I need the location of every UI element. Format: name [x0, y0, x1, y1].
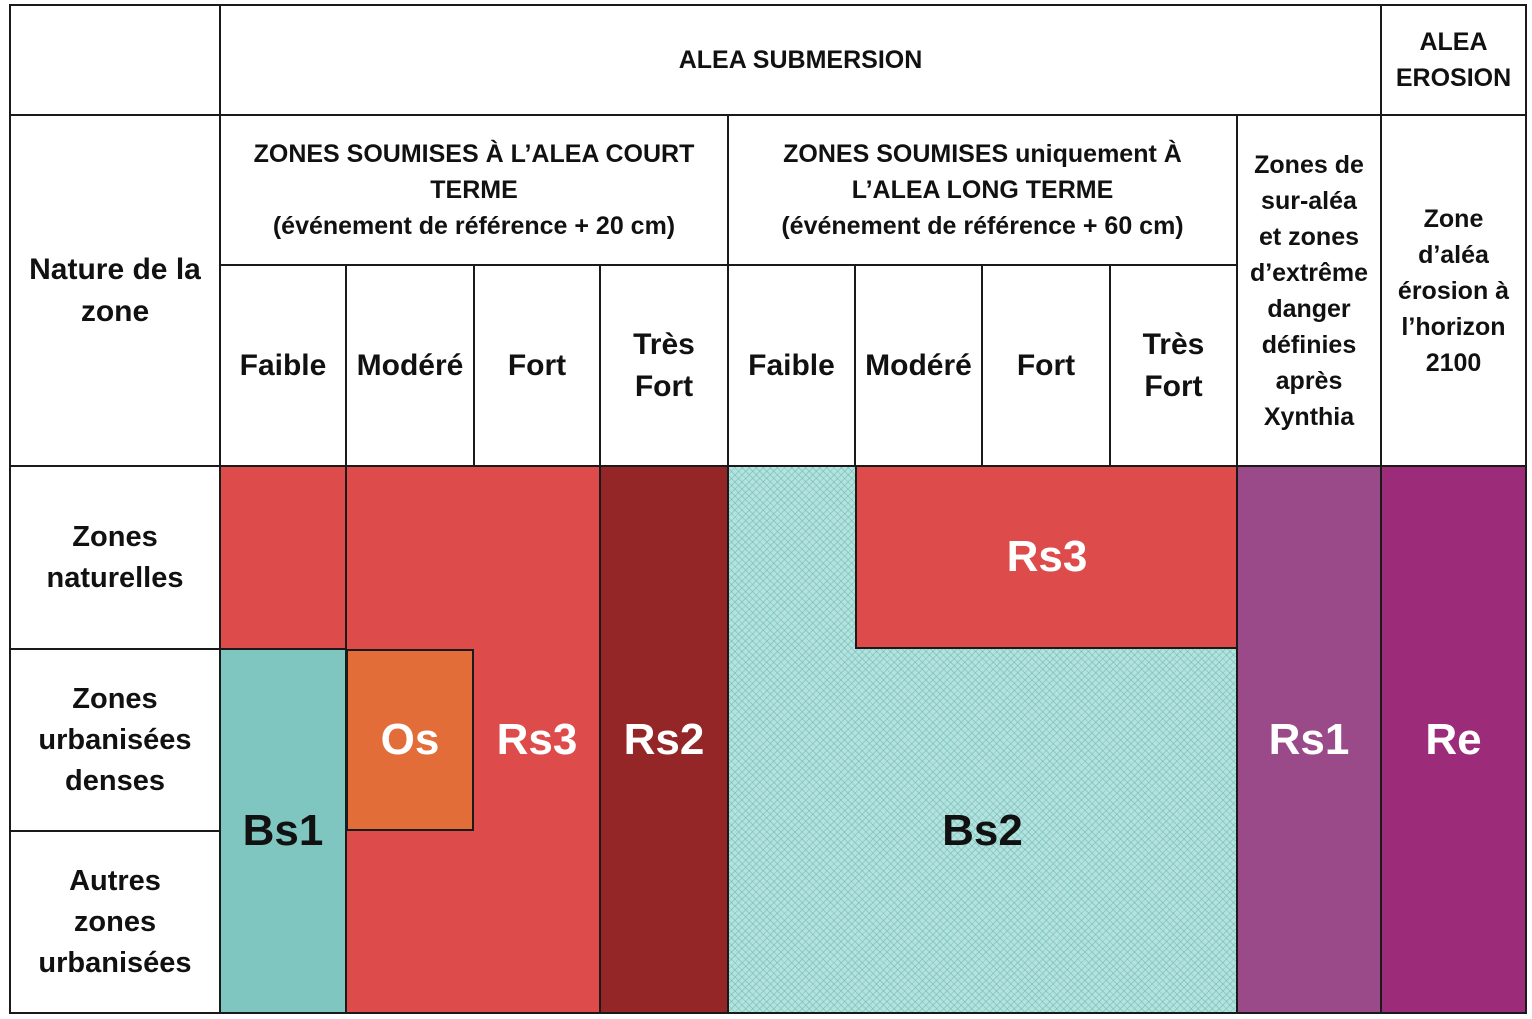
header-long-terme-text: ZONES SOUMISES uniquement À L’ALEA LONG TERME (événement de référence + 60 cm)	[781, 140, 1184, 240]
header-court-terme	[220, 115, 728, 265]
row-zones-naturelles	[10, 466, 220, 649]
col-long-modere	[855, 265, 982, 466]
col-court-faible	[220, 265, 346, 466]
zone-rs1	[1237, 466, 1381, 1013]
col-court-fort	[474, 265, 600, 466]
header-long-terme	[728, 115, 1237, 265]
col-long-fort	[982, 265, 1110, 466]
header-nature-zone-text: Nature de la zone	[29, 252, 201, 328]
zone-bs1	[220, 649, 346, 1013]
col-long-tres-fort	[1110, 265, 1237, 466]
col-long-faible	[728, 265, 855, 466]
col-long-fort-text: Fort	[1016, 348, 1076, 382]
row-autres-zones-urbanisees-text: Autres zones urbanisées	[38, 864, 192, 979]
header-sur-alea	[1237, 115, 1381, 466]
zone-os	[346, 649, 474, 831]
col-long-tres-fort-text: Très Fort	[1142, 327, 1205, 403]
zone-rs3-court-label-box	[474, 649, 600, 831]
header-nature-zone	[10, 115, 220, 466]
zone-rs2	[600, 466, 728, 1013]
col-court-modere	[346, 265, 474, 466]
zone-os-label: Os	[380, 715, 440, 764]
zone-bs2-label: Bs2	[942, 805, 1023, 855]
zone-rs3-long-label: Rs3	[1006, 531, 1088, 581]
zone-bs1-label: Bs1	[242, 806, 324, 855]
col-long-modere-text: Modéré	[865, 348, 972, 382]
zone-re-label: Re	[1425, 714, 1482, 764]
zone-rs3-court-label: Rs3	[496, 715, 578, 764]
header-alea-erosion	[1381, 5, 1526, 115]
row-zones-urbanisees-denses	[10, 649, 220, 831]
zone-re	[1381, 466, 1526, 1013]
header-sur-alea-text: Zones de sur-aléa et zones d’extrême danger définies après Xynthia	[1249, 150, 1369, 431]
header-erosion-zone	[1381, 115, 1526, 466]
col-court-faible-text: Faible	[239, 348, 327, 382]
zone-rs2-label: Rs2	[623, 714, 705, 764]
header-court-terme-text: ZONES SOUMISES À L’ALEA COURT TERME (événement de référence + 20 cm)	[253, 140, 695, 240]
col-court-tres-fort-text: Très Fort	[633, 327, 695, 403]
zone-rs1-label: Rs1	[1268, 714, 1350, 764]
header-erosion-zone-text: Zone d’aléa érosion à l’horizon 2100	[1397, 204, 1510, 377]
zone-rs3-long	[855, 466, 1237, 649]
col-court-fort-text: Fort	[507, 348, 567, 382]
row-zones-urbanisees-denses-text: Zones urbanisées denses	[38, 682, 192, 797]
col-long-faible-text: Faible	[748, 348, 835, 382]
row-autres-zones-urbanisees	[10, 831, 220, 1013]
col-court-tres-fort	[600, 265, 728, 466]
col-court-modere-text: Modéré	[356, 348, 464, 382]
row-zones-naturelles-text: Zones naturelles	[46, 520, 184, 594]
header-alea-erosion-text: ALEA EROSION	[1395, 28, 1512, 92]
header-alea-submersion	[220, 5, 1381, 115]
header-alea-submersion-text: ALEA SUBMERSION	[678, 46, 923, 74]
